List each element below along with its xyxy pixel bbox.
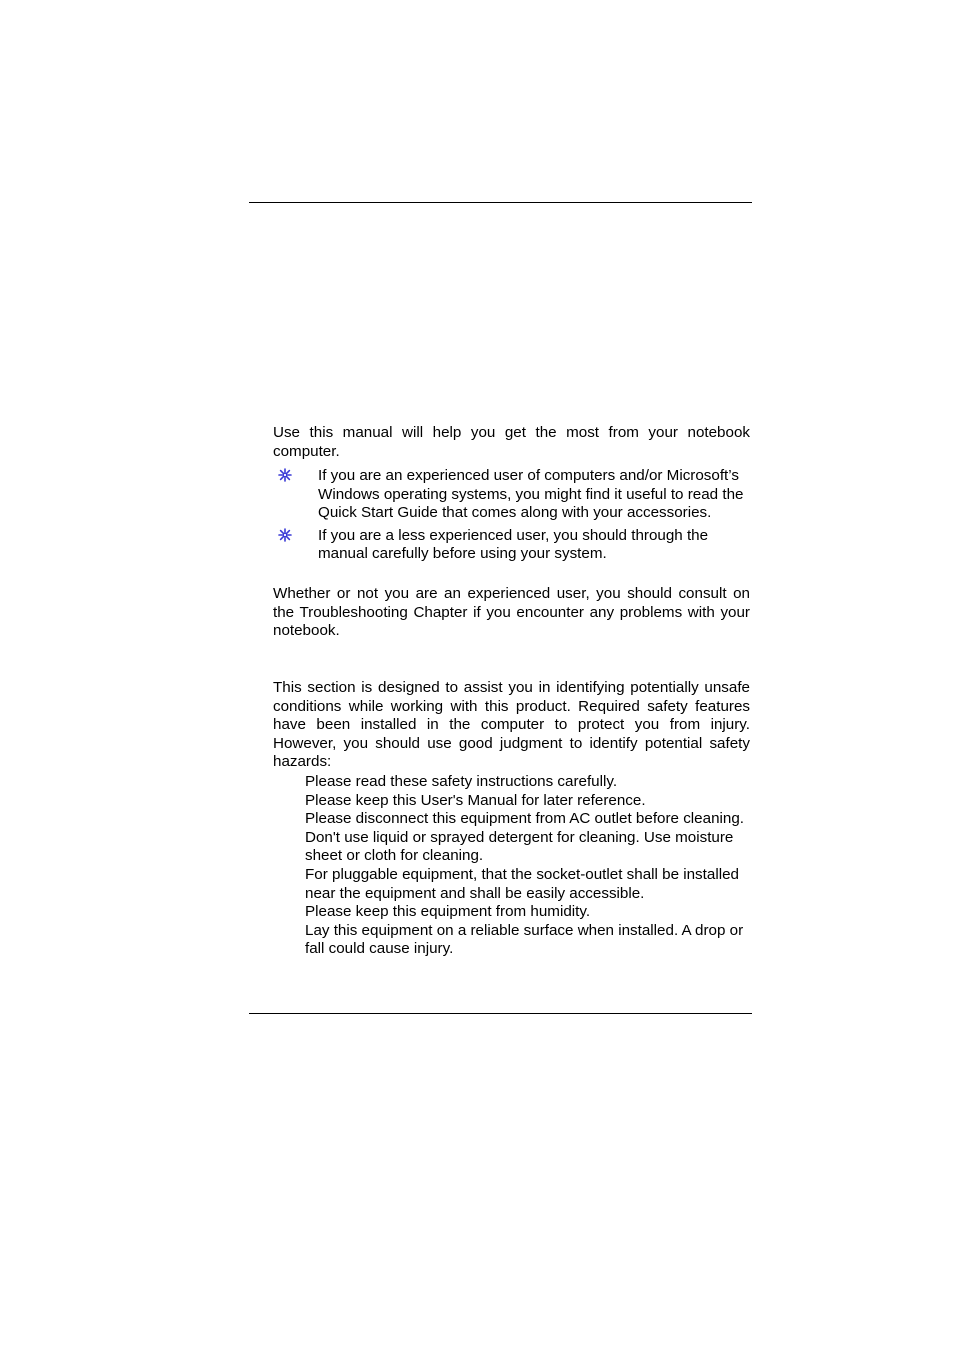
safety-paragraph: This section is designed to assist you in identifying potentially unsafe conditions while working with this product. Required safety features have been installed in the computer to protect you from injury. However, you should use good judgment to identify potential safety hazards: — [273, 679, 750, 771]
snowflake-bullet-icon — [278, 528, 292, 542]
experience-bullet-list — [273, 467, 750, 568]
instruction-item: Lay this equipment on a reliable surface when installed. A drop or fall could cause injury. — [305, 921, 744, 958]
safety-instruction-list — [305, 773, 745, 959]
instruction-item: Please disconnect this equipment from AC outlet before cleaning. Don't use liquid or sprayed detergent for cleaning. Use moisture sheet or cloth for cleaning. — [305, 810, 745, 865]
instruction-item: Please read these safety instructions carefully. — [305, 773, 618, 790]
intro-section — [273, 424, 750, 461]
intro-paragraph: Use this manual will help you get the most from your notebook computer. — [273, 424, 750, 460]
bullet-text: If you are an experienced user of computers and/or Microsoft’s Windows operating systems, you might find it useful to read the Quick Start Guide that comes along with your accessories. — [318, 467, 744, 522]
header-rule — [249, 202, 752, 203]
footer-rule — [249, 1013, 752, 1014]
snowflake-bullet-icon — [278, 468, 292, 482]
instruction-item: Please keep this User's Manual for later reference. — [305, 791, 646, 809]
instruction-item: Please keep this equipment from humidity. — [305, 903, 591, 921]
bullet-item-experienced — [273, 467, 750, 523]
closing-paragraph: Whether or not you are an experienced user, you should consult on the Troubleshooting Chapter if you encounter any problems with your notebook. — [273, 585, 750, 640]
bullet-item-less-experienced — [273, 527, 750, 564]
safety-section — [273, 679, 750, 772]
closing-section — [273, 585, 750, 641]
instruction-item: For pluggable equipment, that the socket-outlet shall be installed near the equipment and shall be easily accessible. — [305, 865, 739, 902]
bullet-text: If you are a less experienced user, you should through the manual carefully before using your system. — [318, 526, 709, 563]
